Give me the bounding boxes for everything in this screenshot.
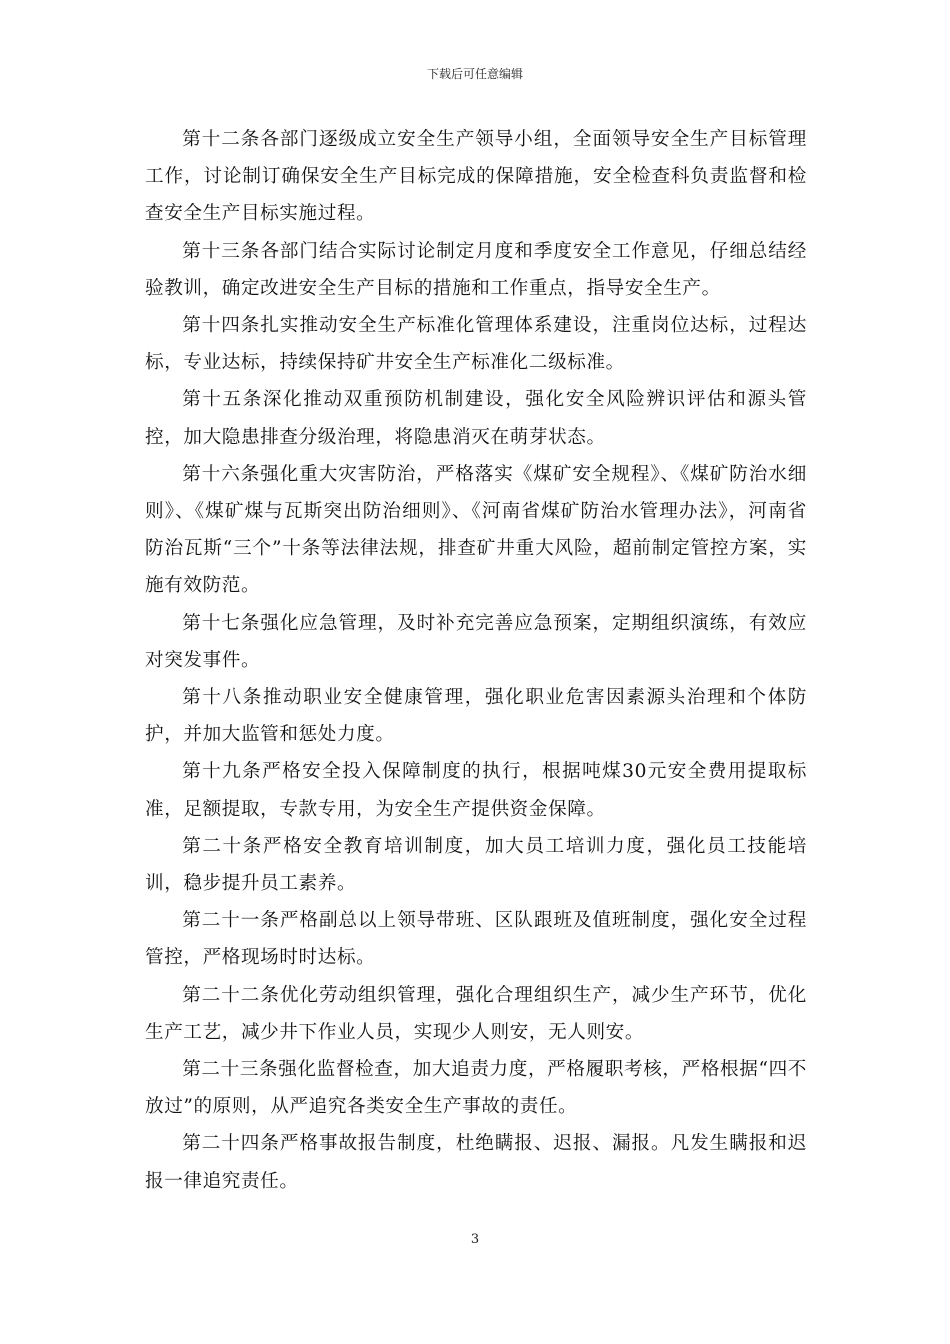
article-24-paragraph: 第二十四条严格事故报告制度，杜绝瞒报、迟报、漏报。凡发生瞒报和迟报一律追究责任。 [145, 1133, 807, 1192]
article-13-paragraph: 第十三条各部门结合实际讨论制定月度和季度安全工作意见，仔细总结经验教训，确定改进安全生产目标的措施和工作重点，指导安全生产。 [145, 240, 807, 299]
document-body [145, 121, 807, 1200]
article-15-paragraph: 第十五条深化推动双重预防机制建设，强化安全风险辨识评估和源头管控，加大隐患排查分级治理，将隐患消灭在萌芽状态。 [145, 389, 807, 448]
page-header: 下载后可任意编辑 [426, 67, 523, 81]
page-number: 3 [470, 1232, 480, 1247]
article-20-paragraph: 第二十条严格安全教育培训制度，加大员工培训力度，强化员工技能培训，稳步提升员工素养。 [145, 835, 807, 895]
article-22-paragraph: 第二十二条优化劳动组织管理，强化合理组织生产，减少生产环节，优化生产工艺，减少井下作业人员，实现少人则安，无人则安。 [145, 984, 807, 1043]
article-12-paragraph: 第十二条各部门逐级成立安全生产领导小组，全面领导安全生产目标管理工作，讨论制订确保安全生产目标完成的保障措施，安全检查科负责监督和检查安全生产目标实施过程。 [145, 129, 807, 225]
article-23-paragraph: 第二十三条强化监督检查，加大追责力度，严格履职考核，严格根据“四不放过”的原则，从严追究各类安全生产事故的责任。 [145, 1059, 807, 1118]
article-19-paragraph: 第十九条严格安全投入保障制度的执行，根据吨煤30元安全费用提取标准，足额提取，专款专用，为安全生产提供资金保障。 [145, 761, 807, 820]
article-16-paragraph: 第十六条强化重大灾害防治，严格落实《煤矿安全规程》、《煤矿防治水细则》、《煤矿煤与瓦斯突出防治细则》、《河南省煤矿防治水管理办法》，河南省防治瓦斯“三个”十条等法律法规，排查矿井重大风险，超前制定管控方案，实施有效防范。 [145, 463, 807, 597]
article-21-paragraph: 第二十一条严格副总以上领导带班、区队跟班及值班制度，强化安全过程管控，严格现场时时达标。 [145, 910, 807, 969]
article-14-paragraph: 第十四条扎实推动安全生产标准化管理体系建设，注重岗位达标，过程达标，专业达标，持续保持矿井安全生产标准化二级标准。 [145, 315, 807, 374]
article-17-paragraph: 第十七条强化应急管理，及时补充完善应急预案，定期组织演练，有效应对突发事件。 [145, 612, 807, 671]
article-18-paragraph: 第十八条推动职业安全健康管理，强化职业危害因素源头治理和个体防护，并加大监管和惩处力度。 [145, 687, 807, 746]
